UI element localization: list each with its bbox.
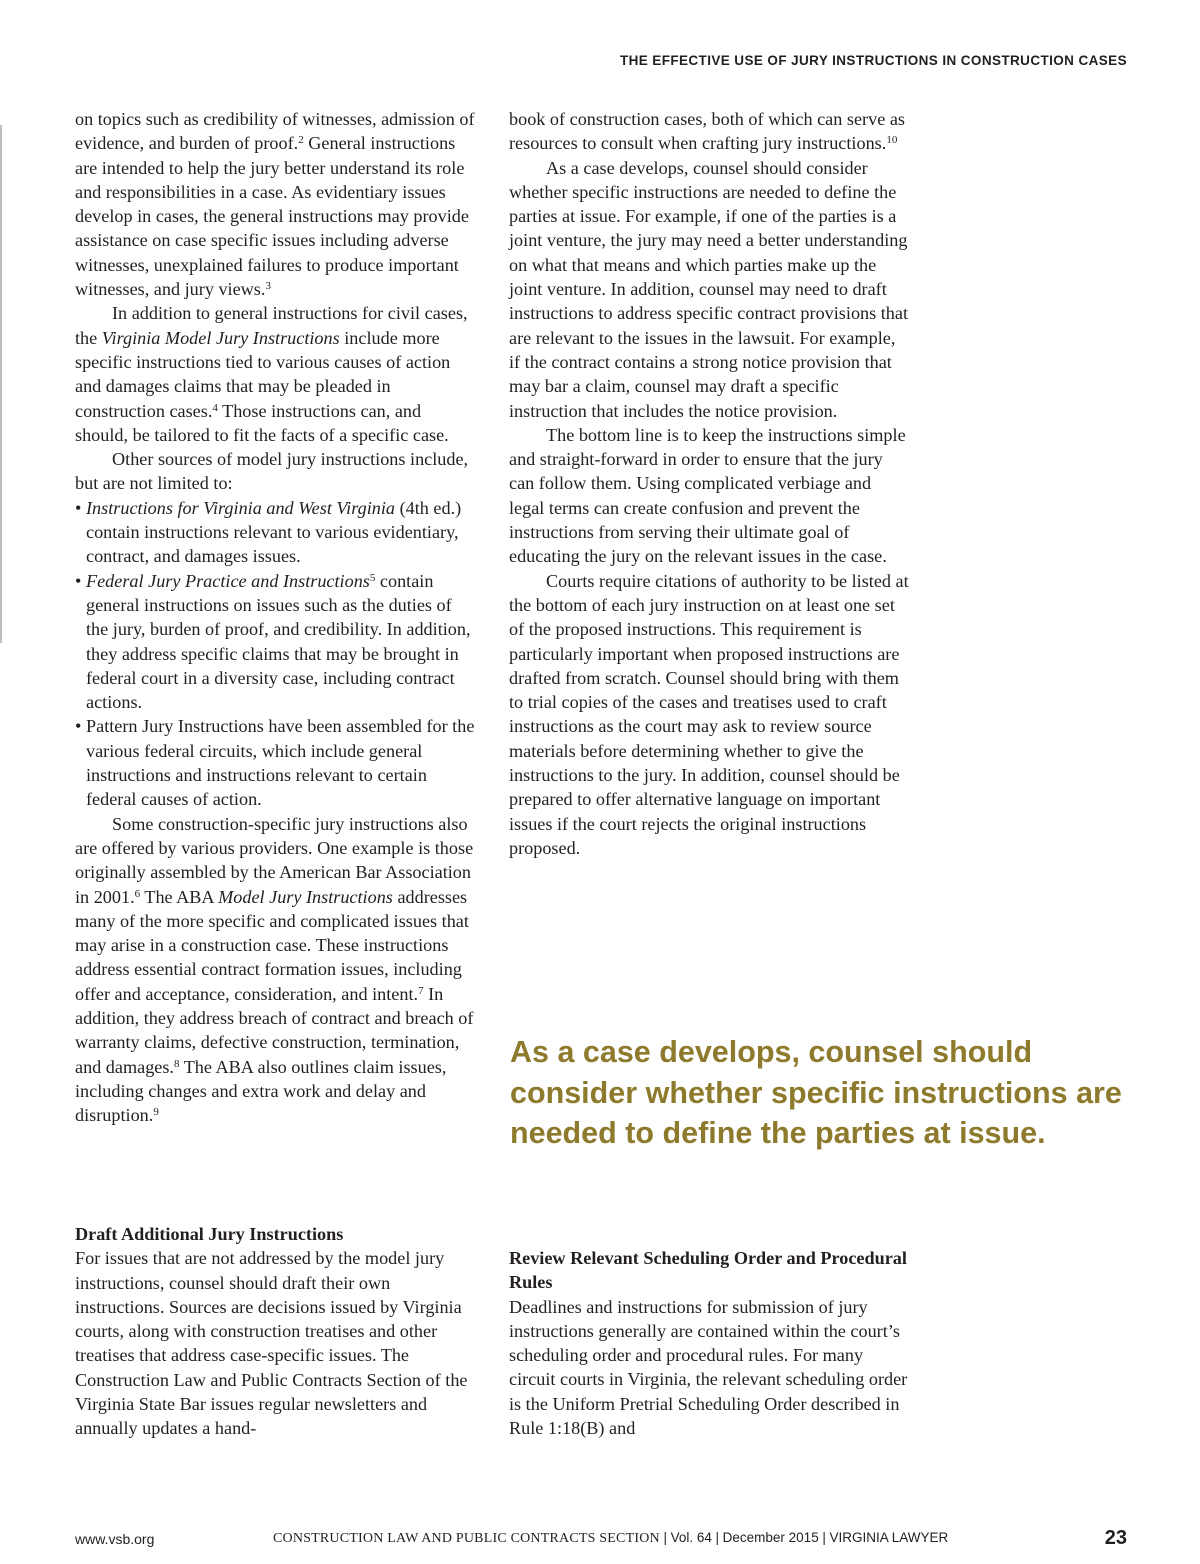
left-column-section [75,1222,475,1441]
left-column [75,107,475,1127]
footer-magazine: VIRGINIA LAWYER [829,1530,949,1545]
list-item: • Instructions for Virginia and West Virginia (4th ed.) contain instructions relevant to various evidentiary, contract, and damages issues. [75,497,462,567]
footnote-ref: 7 [418,984,424,997]
margin-rule [0,125,2,643]
footer-separator: | [715,1530,720,1545]
pull-quote: As a case develops, counsel should consider whether specific instructions are needed to define the parties at issue. [510,1035,1122,1150]
paragraph: Some construction-specific jury instructions also are offered by various providers. One example is those originally assembled by the American Bar Association in 2001.$^6$ The ABA Model Jury Instructions addresses many of the more specific and complicated issues that may arise in a construction case. These instructions address essential contract formation issues, including offer and acceptance, consideration, and intent.$^7$ In addition, they address breach of contract and breach of warranty claims, defective construction, termination, and damages.$^8$ The ABA also outlines claim issues, including changes and extra work and delay and disruption.$^9$ [75,813,474,1126]
footer-publication [273,1530,948,1547]
paragraph: on topics such as credibility of witnesses, admission of evidence, and burden of proof.$^2$ General instructions are intended to help the jury better understand its role and responsibilities in a case. As evidentiary issues develop in cases, the general instructions may provide assistance on case specific issues including adverse witnesses, unexplained failures to produce important witnesses, and jury views.$^3$ [75,109,475,300]
footnote-ref: 4 [212,401,218,414]
section-heading: Draft Additional Jury Instructions [75,1224,344,1244]
footer-date: December 2015 [722,1530,819,1545]
footnote-ref: 5 [369,571,376,584]
bullet-icon: • [75,570,82,591]
paragraph: As a case develops, counsel should consider whether specific instructions are needed to define the parties at issue. For example, if one of the parties is a joint venture, the jury may need a better understanding on what that means and which parties make up the joint venture. In addition, counsel may need to draft instructions to address specific contract provisions that are relevant to the issues in the lawsuit. For example, if the contract contains a strong notice provision that may bar a claim, counsel may draft a specific instruction that includes the notice provision. [509,157,909,421]
footnote-ref: 9 [153,1106,159,1119]
book-title: Model Jury Instructions [218,886,393,907]
footer-section-name: CONSTRUCTION LAW AND PUBLIC CONTRACTS SECTION [273,1531,660,1546]
list-item: • Federal Jury Practice and Instructions$^5$ contain general instructions on issues such as the duties of the jury, burden of proof, and credibility. In addition, they address specific claims that may be brought in federal court in a diversity case, including contract actions. [75,570,471,713]
running-header-title: THE EFFECTIVE USE OF JURY INSTRUCTIONS IN CONSTRUCTION CASES [619,53,1127,68]
paragraph: In addition to general instructions for civil cases, the Virginia Model Jury Instructions include more specific instructions tied to various causes of action and damages claims that may be pleaded in construction cases.$^4$ Those instructions can, and should, be tailored to fit the facts of a specific case. [75,303,468,445]
section-heading: Review Relevant Scheduling Order and Procedural Rules [509,1248,907,1293]
footer-url[interactable]: www.vsb.org [75,1531,155,1547]
paragraph: The bottom line is to keep the instructions simple and straight-forward in order to ensure that the jury can follow them. Using complicated verbiage and legal terms can create confusion and prevent the instructions from serving their ultimate goal of educating the jury on the relevant issues in the case. [509,424,906,567]
right-column [509,107,909,860]
footnote-ref: 8 [173,1057,180,1070]
page-number: 23 [1104,1527,1127,1549]
book-title: Federal Jury Practice and Instructions [86,570,370,591]
bullet-icon: • [75,716,82,737]
book-title: Instructions for Virginia and West Virginia [86,497,396,518]
list-item: • Pattern Jury Instructions have been assembled for the various federal circuits, which include general instructions and instructions relevant to certain federal causes of action. [75,716,475,810]
footnote-ref: 10 [886,134,898,147]
footer-volume: Vol. 64 [670,1530,712,1545]
footnote-ref: 3 [265,280,271,293]
paragraph: book of construction cases, both of which can serve as resources to consult when crafting jury instructions.$^{10}$ [509,109,905,154]
footnote-ref: 2 [298,134,304,147]
paragraph: For issues that are not addressed by the model jury instructions, counsel should draft their own instructions. Sources are decisions issued by Virginia courts, along with construction treatises and other treatises that address case-specific issues. The Construction Law and Public Contracts Section of the Virginia State Bar issues regular newsletters and annually updates a hand- [75,1248,468,1439]
paragraph: Courts require citations of authority to be listed at the bottom of each jury instruction on at least one set of the proposed instructions. This requirement is particularly important when proposed instructions are drafted from scratch. Counsel should bring with them to trial copies of the cases and treatises used to craft instructions as the court may ask to review source materials before determining whether to give the instructions to the jury. In addition, counsel should be prepared to offer alternative language on important issues if the court rejects the original instructions proposed. [509,570,909,858]
footer-separator: | [822,1530,826,1545]
paragraph: Other sources of model jury instructions include, but are not limited to: [75,449,469,494]
right-column-section [509,1246,909,1440]
book-title: Virginia Model Jury Instructions [101,327,340,348]
paragraph: Deadlines and instructions for submission of jury instructions generally are contained within the court’s scheduling order and procedural rules. For many circuit courts in Virginia, the relevant scheduling order is the Uniform Pretrial Scheduling Order described in Rule 1:18(B) and [509,1296,908,1439]
footnote-ref: 6 [134,887,141,900]
bullet-icon: • [75,497,82,518]
footer-separator: | [663,1530,667,1545]
